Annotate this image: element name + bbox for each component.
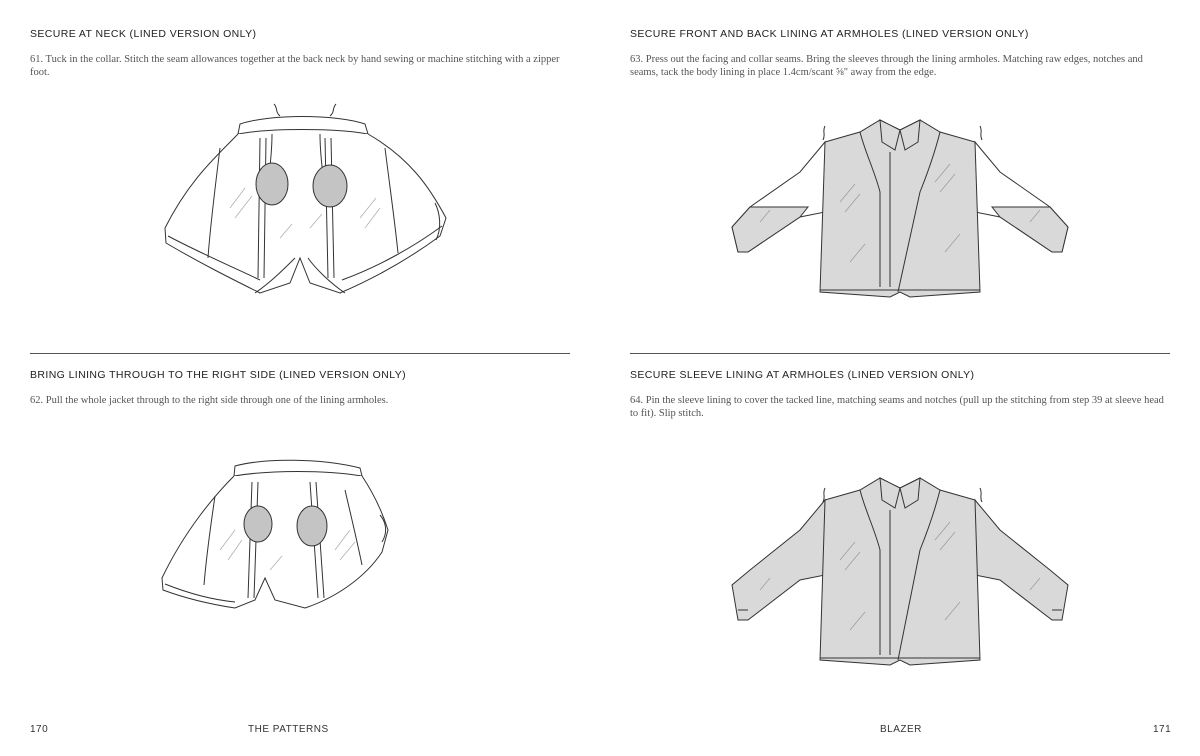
jacket-lining-illustration — [730, 112, 1070, 302]
instruction-text: 64. Pin the sleeve lining to cover the tacked line, matching seams and notches (pull up the stitching from step 39 at sleeve head to fit). Slip stitch. — [630, 395, 1164, 419]
instruction-text: 61. Tuck in the collar. Stitch the seam allowances together at the back neck by hand sewing or machine stitching with a zipper foot. — [30, 54, 560, 78]
section-heading: SECURE FRONT AND BACK LINING AT ARMHOLES (LINED VERSION ONLY) — [630, 28, 1029, 40]
turned-jacket-illustration — [160, 108, 450, 308]
instruction-text: 62. Pull the whole jacket through to the right side through one of the lining armholes. — [30, 395, 389, 406]
section-divider — [630, 353, 1170, 354]
section-heading: SECURE SLEEVE LINING AT ARMHOLES (LINED VERSION ONLY) — [630, 369, 975, 381]
section-heading: BRING LINING THROUGH TO THE RIGHT SIDE (LINED VERSION ONLY) — [30, 369, 406, 381]
running-title: BLAZER — [880, 724, 922, 735]
turned-jacket-illustration — [160, 460, 400, 610]
instruction-text: 63. Press out the facing and collar seams. Bring the sleeves through the lining armholes. Matching raw edges, notches and seams, tack the body lining in place 1.4cm/scant ⅝" away from the edge. — [630, 54, 1143, 78]
running-title: THE PATTERNS — [248, 724, 329, 735]
jacket-sleeve-lining-illustration — [730, 470, 1070, 670]
right-page — [600, 0, 1200, 756]
section-divider — [30, 353, 570, 354]
section-heading: SECURE AT NECK (LINED VERSION ONLY) — [30, 28, 257, 40]
page-number: 171 — [1153, 724, 1172, 735]
page-number: 170 — [30, 724, 49, 735]
